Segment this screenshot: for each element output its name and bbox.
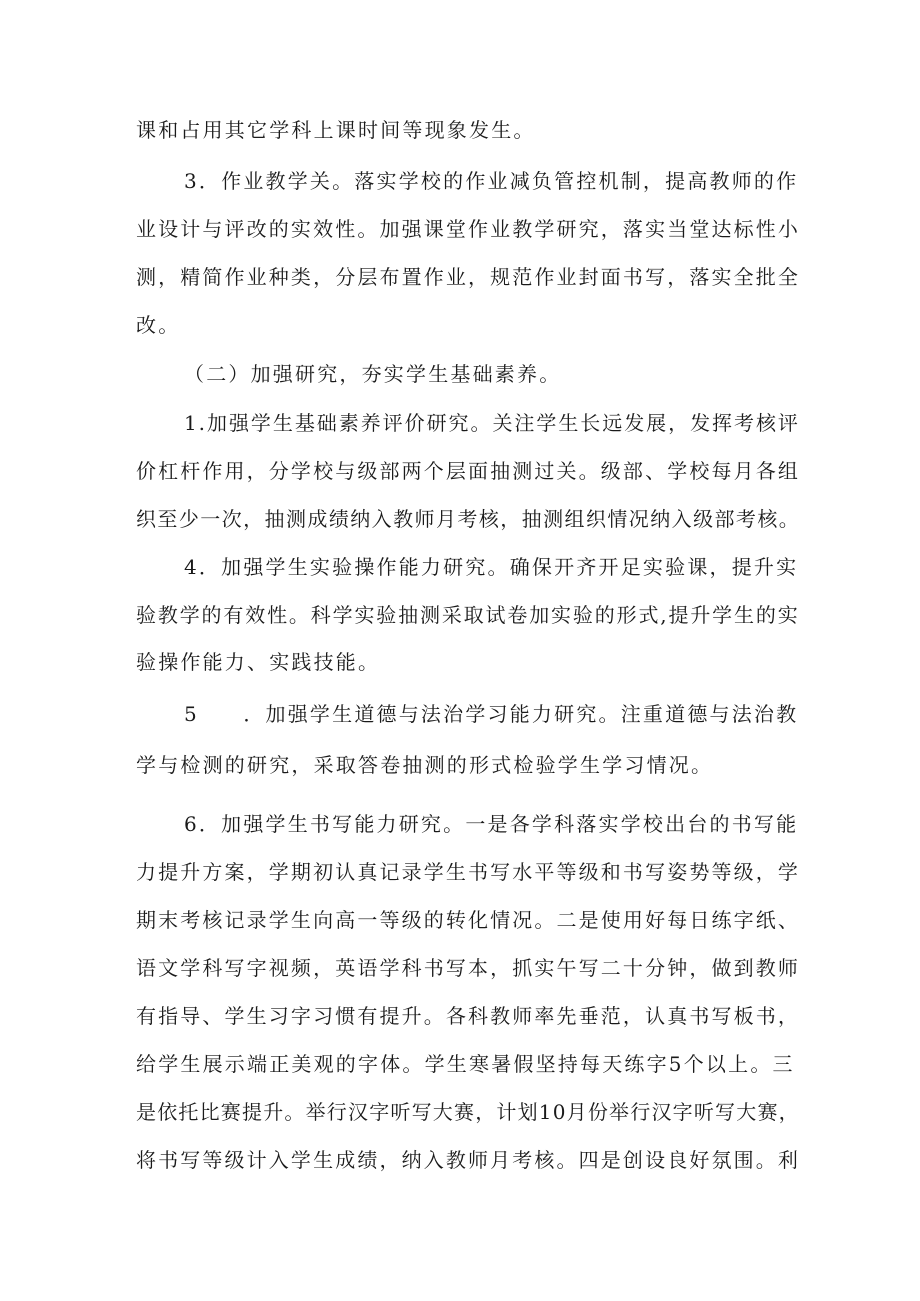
section-heading: （二）加强研究，夯实学生基础素养。 <box>184 362 562 386</box>
text-line-17: 期末考核记录学生向高一等级的转化情况。二是使用好每日练字纸、 <box>136 908 800 932</box>
text-line-19: 有指导、学生习字习惯有提升。各科教师率先垂范，认真书写板书， <box>136 1004 800 1028</box>
text-line-22: 将书写等级计入学生成绩，纳入教师月考核。四是创设良好氛围。利 <box>136 1148 800 1172</box>
text-line-20: 给学生展示端正美观的字体。学生寒暑假坚持每天练字5个以上。三 <box>136 1052 795 1076</box>
text-line-16: 力提升方案，学期初认真记录学生书写水平等级和书写姿势等级，学 <box>136 860 800 884</box>
text-line-2: 3．作业教学关。落实学校的作业减负管控机制，提高教师的作 <box>184 169 799 193</box>
text-line-7: 1.加强学生基础素养评价研究。关注学生长远发展，发挥考核评 <box>184 411 800 435</box>
text-line-12: 验操作能力、实践技能。 <box>136 650 381 674</box>
text-line-4: 测，精简作业种类，分层布置作业，规范作业封面书写，落实全批全 <box>136 265 800 289</box>
text-line-9: 织至少一次，抽测成绩纳入教师月考核，抽测组织情况纳入级部考核。 <box>136 507 801 531</box>
text-line-1: 课和占用其它学科上课时间等现象发生。 <box>136 118 536 142</box>
text-line-10: 4．加强学生实验操作能力研究。确保开齐开足实验课，提升实 <box>184 555 799 579</box>
text-line-21: 是依托比赛提升。举行汉字听写大赛，计划10月份举行汉字听写大赛， <box>136 1100 800 1124</box>
text-line-11: 验教学的有效性。科学实验抽测采取试卷加实验的形式,提升学生的实 <box>136 603 800 627</box>
text-line-5: 改。 <box>136 313 181 337</box>
text-line-13: 5 ．加强学生道德与法治学习能力研究。注重道德与法治教 <box>184 702 799 726</box>
text-line-14: 学与检测的研究，采取答卷抽测的形式检验学生学习情况。 <box>136 753 714 777</box>
text-line-3: 业设计与评改的实效性。加强课堂作业教学研究，落实当堂达标性小 <box>136 217 800 241</box>
text-line-18: 语文学科写字视频，英语学科书写本，抓实午写二十分钟，做到教师 <box>136 956 800 980</box>
text-line-8: 价杠杆作用，分学校与级部两个层面抽测过关。级部、学校每月各组 <box>136 459 800 483</box>
text-line-15: 6．加强学生书写能力研究。一是各学科落实学校出台的书写能 <box>184 812 799 836</box>
